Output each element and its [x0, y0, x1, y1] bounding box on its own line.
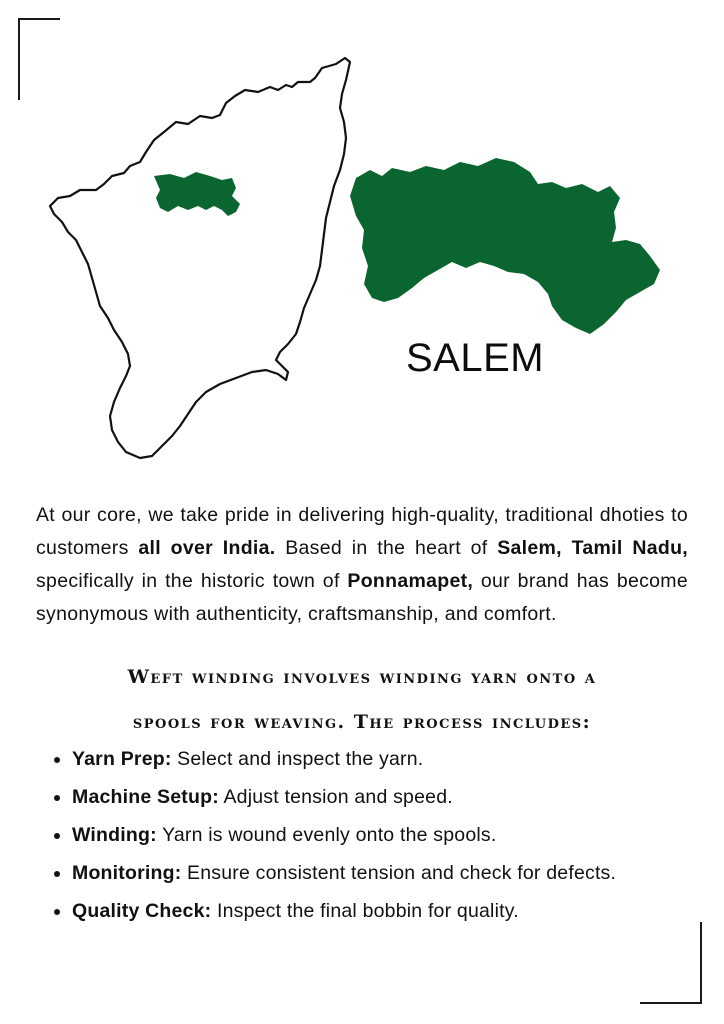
salem-region-small: [154, 172, 240, 216]
process-heading-line-1: Weft winding involves winding yarn onto a: [127, 666, 597, 688]
intro-text-2: Based in the heart of: [275, 536, 498, 559]
list-item-winding: [50, 816, 690, 854]
process-heading: [30, 655, 694, 745]
step-term: Quality Check:: [72, 900, 212, 922]
step-term: Machine Setup:: [72, 786, 219, 808]
step-description: Adjust tension and speed.: [218, 786, 453, 808]
process-steps-list: [50, 740, 690, 930]
list-item-monitoring: [50, 854, 690, 892]
step-description: Select and inspect the yarn.: [171, 748, 424, 770]
step-description: Ensure consistent tension and check for defects.: [181, 862, 617, 884]
step-term: Monitoring:: [72, 862, 182, 884]
region-label-salem: SALEM: [406, 336, 545, 380]
intro-emphasis-ponnamapet: Ponnamapet,: [347, 569, 474, 592]
intro-emphasis-salem: Salem, Tamil Nadu,: [497, 536, 688, 559]
intro-text-3: specifically in the historic town of: [36, 569, 348, 592]
process-heading-line-2: spools for weaving. The process includes:: [132, 711, 592, 733]
corner-frame-bottom-right: [640, 922, 702, 1004]
map-illustration: [0, 0, 724, 470]
map-svg: [0, 0, 724, 470]
step-description: Yarn is wound evenly onto the spools.: [156, 824, 497, 846]
intro-emphasis-india: all over India.: [138, 536, 276, 559]
step-term: Yarn Prep:: [72, 748, 172, 770]
tamil-nadu-outline: [50, 58, 350, 458]
list-item-quality-check: [50, 892, 690, 930]
salem-region-enlarged: [350, 158, 660, 334]
list-item-machine-setup: [50, 778, 690, 816]
intro-text-1: At our core, we take pride in delivering high-quality, traditional dhoties to customers: [36, 503, 688, 559]
intro-paragraph: [36, 499, 688, 631]
intro-text-4: our brand has become synonymous with authenticity, craftsmanship, and comfort.: [36, 569, 688, 625]
list-item-yarn-prep: [50, 740, 690, 778]
step-term: Winding:: [72, 824, 157, 846]
step-description: Inspect the final bobbin for quality.: [211, 900, 519, 922]
